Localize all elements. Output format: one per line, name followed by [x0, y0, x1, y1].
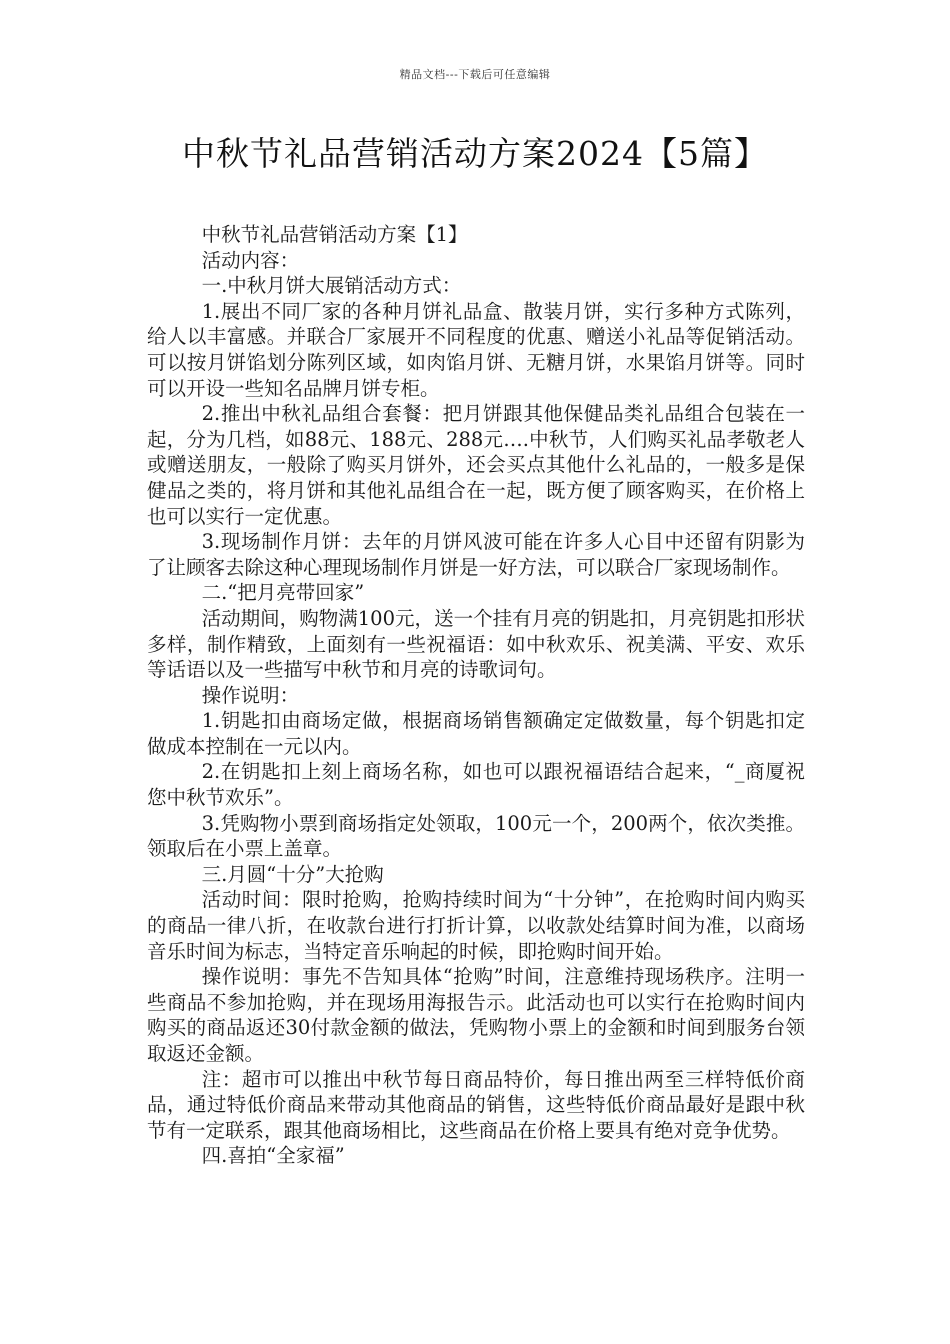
document-title: 中秋节礼品营销活动方案2024【5篇】	[182, 134, 768, 173]
paragraph: 注：超市可以推出中秋节每日商品特价，每日推出两至三样特低价商品，通过特低价商品来带动其他商品的销售，这些特低价商品最好是跟中秋节有一定联系，跟其他商场相比，这些商品在价格上要具有绝对竞争优势。	[147, 1067, 805, 1142]
section-heading: 中秋节礼品营销活动方案【1】	[201, 223, 468, 246]
subsection-heading: 一.中秋月饼大展销活动方式：	[201, 274, 462, 298]
paragraph: 活动时间：限时抢购，抢购持续时间为“十分钟”，在抢购时间内购买的商品一律八折，在收款台进行打折计算，以收款处结算时间为准，以商场音乐时间为标志，当特定音乐响起的时候，即抢购时间开始。	[147, 888, 805, 963]
paragraph: 2.推出中秋礼品组合套餐：把月饼跟其他保健品类礼品组合包装在一起，分为几档，如88元、188元、288元….中秋节，人们购买礼品孝敬老人或赠送朋友，一般除了购买月饼外，还会买点其他什么礼品的，一般多是保健品之类的，将月饼和其他礼品组合在一起，既方便了顾客购买，在价格上也可以实行一定优惠。	[147, 402, 805, 528]
paragraph: 1.展出不同厂家的各种月饼礼品盒、散装月饼，实行多种方式陈列，给人以丰富感。并联合厂家展开不同程度的优惠、赠送小礼品等促销活动。可以按月饼馅划分陈列区域，如肉馅月饼、无糖月饼，水果馅月饼等。同时可以开设一些知名品牌月饼专柜。	[147, 299, 805, 400]
paragraph: 1.钥匙扣由商场定做，根据商场销售额确定定做数量，每个钥匙扣定做成本控制在一元以内。	[147, 709, 805, 758]
paragraph: 3.凭购物小票到商场指定处领取，100元一个，200两个，依次类推。领取后在小票上盖章。	[147, 811, 805, 861]
paragraph: 3.现场制作月饼：去年的月饼风波可能在许多人心目中还留有阴影为了让顾客去除这种心理现场制作月饼是一好方法，可以联合厂家现场制作。	[147, 530, 805, 579]
paragraph: 2.在钥匙扣上刻上商场名称，如也可以跟祝福语结合起来，“_商厦祝您中秋节欢乐”。	[147, 760, 805, 810]
paragraph: 操作说明：事先不告知具体“抢购”时间，注意维持现场秩序。注明一些商品不参加抢购，并在现场用海报告示。此活动也可以实行在抢购时间内购买的商品返还30付款金额的做法，凭购物小票上的金额和时间到服务台领取返还金额。	[147, 965, 805, 1065]
paragraph: 活动内容：	[201, 248, 300, 272]
paragraph: 活动期间，购物满100元，送一个挂有月亮的钥匙扣，月亮钥匙扣形状多样，制作精致，上面刻有一些祝福语：如中秋欢乐、祝美满、平安、欢乐等话语以及一些描写中秋节和月亮的诗歌词句。	[147, 606, 805, 682]
document-body	[147, 222, 805, 1169]
header-note: 精品文档---下载后可任意编辑	[399, 68, 551, 81]
subsection-heading: 三.月圆“十分”大抢购	[201, 862, 384, 886]
paragraph: 操作说明：	[201, 683, 300, 707]
subsection-heading: 二.“把月亮带回家”	[201, 581, 365, 605]
subsection-heading: 四.喜拍“全家福”	[201, 1144, 345, 1168]
